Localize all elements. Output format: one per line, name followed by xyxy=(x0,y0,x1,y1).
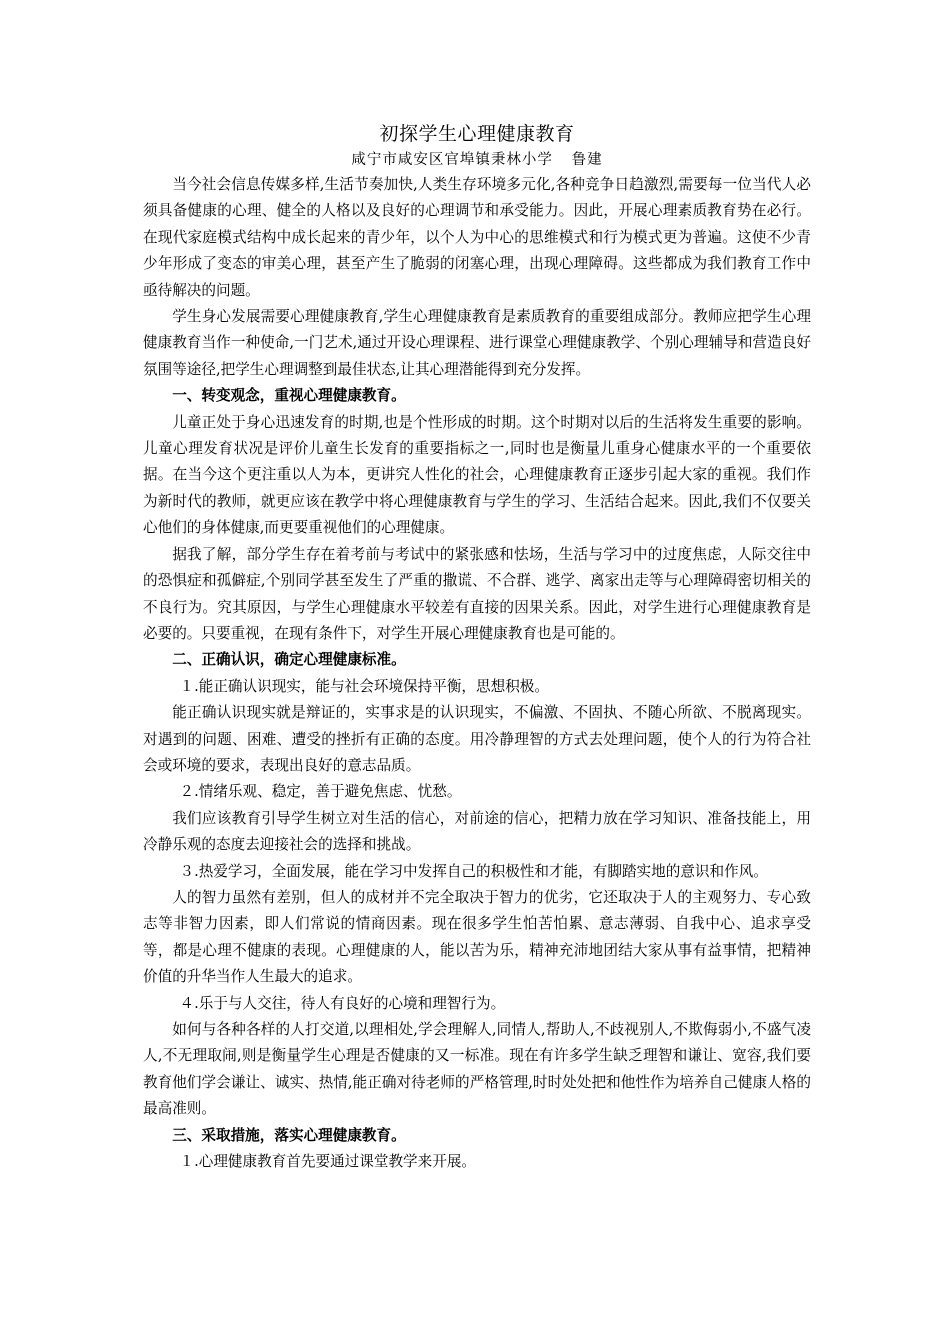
numbered-item: ３.热爱学习，全面发展，能在学习中发挥自己的积极性和才能，有脚踏实地的意识和作风。 xyxy=(179,862,768,880)
author-affiliation: 咸宁市咸安区官埠镇秉林小学 xyxy=(351,152,553,168)
document-title: 初探学生心理健康教育 xyxy=(379,123,575,145)
body-paragraph: 据我了解，部分学生存在着考前与考试中的紧张感和怯场，生活与学习中的过度焦虑，人际交往中的恐惧症和孤僻症,个别同学甚至发生了严重的撒谎、不合群、逃学、离家出走等与心理障碍密切相关的不良行为。究其原因，与学生心理健康水平较差有直接的因果关系。因此，对学生进行心理健康教育是必要的。只要重视，在现有条件下，对学生开展心理健康教育也是可能的。 xyxy=(143,545,811,642)
section-heading: 三、采取措施，落实心理健康教育。 xyxy=(172,1126,406,1144)
intro-paragraph: 当今社会信息传媒多样,生活节奏加快,人类生存环境多元化,各种竞争日趋激烈,需要每一位当代人必须具备健康的心理、健全的人格以及良好的心理调节和承受能力。因此，开展心理素质教育势在必行。在现代家庭模式结构中成长起来的青少年，以个人为中心的思维模式和行为模式更为普遍。这使不少青少年形成了变态的审美心理，甚至产生了脆弱的闭塞心理，出现心理障碍。这些都成为我们教育工作中亟待解决的问题。 xyxy=(143,176,811,299)
intro-paragraph: 学生身心发展需要心理健康教育,学生心理健康教育是素质教育的重要组成部分。教师应把学生心理健康教育当作一种使命,一门艺术,通过开设心理课程、进行课堂心理健康教学、个别心理辅导和营造良好氛围等途径,把学生心理调整到最佳状态,让其心理潜能得到充分发挥。 xyxy=(143,308,811,378)
body-paragraph: 如何与各种各样的人打交道,以理相处,学会理解人,同情人,帮助人,不歧视别人,不欺侮弱小,不盛气凌人,不无理取闹,则是衡量学生心理是否健康的又一标准。现在有许多学生缺乏理智和谦让、宽容,我们要教育他们学会谦让、诚实、热情,能正确对待老师的严格管理,时时处处把和他性作为培养自己健康人格的最高准则。 xyxy=(143,1021,811,1118)
body-paragraph: 儿童正处于身心迅速发育的时期,也是个性形成的时期。这个时期对以后的生活将发生重要的影响。儿童心理发育状况是评价儿童生长发育的重要指标之一,同时也是衡量儿重身心健康水平的一个重要依据。在当今这个更注重以人为本，更讲究人性化的社会，心理健康教育正逐步引起大家的重视。我们作为新时代的教师，就更应该在教学中将心理健康教育与学生的学习、生活结合起来。因此,我们不仅要关心他们的身体健康,而更要重视他们的心理健康。 xyxy=(143,413,811,537)
section-heading: 一、转变观念，重视心理健康教育。 xyxy=(172,387,406,405)
body-paragraph: 人的智力虽然有差别，但人的成材并不完全取决于智力的优劣，它还取决于人的主观努力、专心致志等非智力因素，即人们常说的情商因素。现在很多学生怕苦怕累、意志薄弱、自我中心、追求享受等，都是心理不健康的表现。心理健康的人，能以苦为乐，精神充沛地团结大家从事有益事情，把精神价值的升华当作人生最大的追求。 xyxy=(143,888,811,986)
numbered-item: ４.乐于与人交往，待人有良好的心境和理智行为。 xyxy=(179,994,506,1012)
author-line xyxy=(143,148,811,172)
numbered-item: ２.情绪乐观、稳定，善于避免焦虑、忧愁。 xyxy=(179,783,462,801)
numbered-item: １.能正确认识现实，能与社会环境保持平衡，思想积极。 xyxy=(179,677,549,695)
body-paragraph: 我们应该教育引导学生树立对生活的信心，对前途的信心，把精力放在学习知识、准备技能上，用冷静乐观的态度去迎接社会的选择和挑战。 xyxy=(143,809,811,854)
section-heading: 二、正确认识，确定心理健康标准。 xyxy=(172,651,406,669)
author-name: 鲁建 xyxy=(571,152,603,168)
body-paragraph: 能正确认识现实就是辩证的，实事求是的认识现实，不偏激、不固执、不随心所欲、不脱离现实。对遇到的问题、困难、遭受的挫折有正确的态度。用冷静理智的方式去处理问题，使个人的行为符合社会或环境的要求，表现出良好的意志品质。 xyxy=(143,704,811,774)
numbered-item: １.心理健康教育首先要通过课堂教学来开展。 xyxy=(179,1153,477,1171)
document-page xyxy=(143,120,811,1175)
